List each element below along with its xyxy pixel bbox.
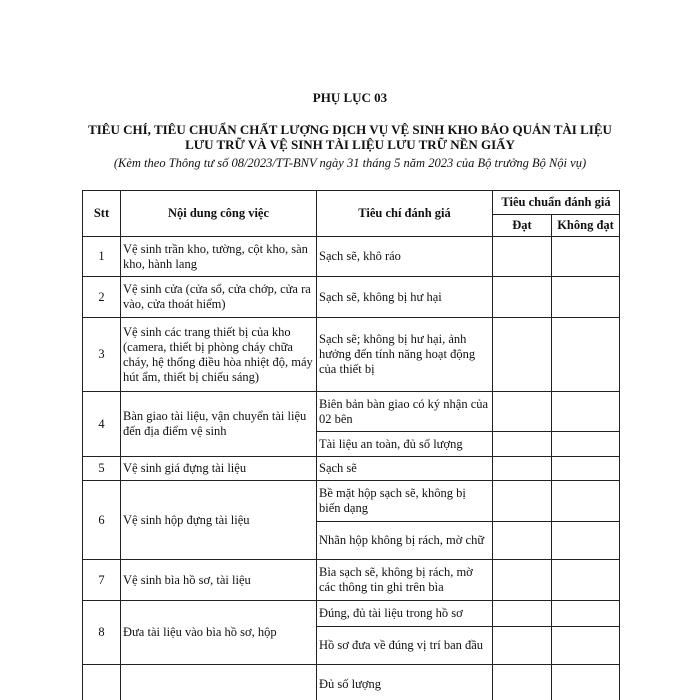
row-criterion: Sạch sẽ: [317, 457, 493, 481]
row-stt: 1: [83, 237, 121, 277]
row-criterion: Bìa sạch sẽ, không bị rách, mờ các thông tin ghi trên bìa: [317, 560, 493, 601]
fail-cell[interactable]: [552, 665, 620, 700]
row-task: Vệ sinh bìa hồ sơ, tài liệu: [121, 560, 317, 601]
pass-cell[interactable]: [493, 522, 552, 560]
row-stt: 8: [83, 601, 121, 665]
header-criteria: Tiêu chí đánh giá: [317, 191, 493, 237]
row-stt: [83, 665, 121, 700]
appendix-label: PHỤ LỤC 03: [312, 90, 388, 105]
row-task: [121, 665, 317, 700]
title-line-1: TIÊU CHÍ, TIÊU CHUẨN CHẤT LƯỢNG DỊCH VỤ VỆ SINH KHO BẢO QUẢN TÀI LIỆU: [88, 122, 612, 137]
pass-cell[interactable]: [493, 432, 552, 457]
header-pass: Đạt: [493, 215, 552, 237]
header-fail: Không đạt: [552, 215, 620, 237]
header-standard: Tiêu chuẩn đánh giá: [493, 191, 620, 215]
row-stt: 3: [83, 318, 121, 392]
criteria-table: [82, 190, 620, 700]
table-row: [83, 277, 620, 318]
row-stt: 6: [83, 481, 121, 560]
table-row: [83, 481, 620, 522]
row-criterion: Sạch sẽ; không bị hư hại, ảnh hưởng đến tính năng hoạt động của thiết bị: [317, 318, 493, 392]
table-row: [83, 457, 620, 481]
row-task: Vệ sinh hộp đựng tài liệu: [121, 481, 317, 560]
pass-cell[interactable]: [493, 237, 552, 277]
row-criterion: Đủ số lượng: [317, 665, 493, 700]
fail-cell[interactable]: [552, 481, 620, 522]
pass-cell[interactable]: [493, 481, 552, 522]
fail-cell[interactable]: [552, 601, 620, 627]
row-stt: 4: [83, 392, 121, 457]
row-stt: 5: [83, 457, 121, 481]
fail-cell[interactable]: [552, 277, 620, 318]
row-stt: 7: [83, 560, 121, 601]
row-criterion: Sạch sẽ, khô ráo: [317, 237, 493, 277]
document-subtitle: (Kèm theo Thông tư số 08/2023/TT-BNV ngày 31 tháng 5 năm 2023 của Bộ trưởng Bộ Nội vụ): [113, 156, 587, 170]
fail-cell[interactable]: [552, 627, 620, 665]
row-task: Bàn giao tài liệu, vận chuyển tài liệu đến địa điểm vệ sinh: [121, 392, 317, 457]
pass-cell[interactable]: [493, 392, 552, 432]
row-criterion: Nhãn hộp không bị rách, mờ chữ: [317, 522, 493, 560]
header-task: Nội dung công việc: [121, 191, 317, 237]
pass-cell[interactable]: [493, 277, 552, 318]
row-criterion: Sạch sẽ, không bị hư hại: [317, 277, 493, 318]
row-task: Vệ sinh giá đựng tài liệu: [121, 457, 317, 481]
row-task: Đưa tài liệu vào bìa hồ sơ, hộp: [121, 601, 317, 665]
fail-cell[interactable]: [552, 522, 620, 560]
row-criterion: Hồ sơ đưa về đúng vị trí ban đầu: [317, 627, 493, 665]
table-body: [83, 237, 620, 700]
fail-cell[interactable]: [552, 432, 620, 457]
fail-cell[interactable]: [552, 237, 620, 277]
pass-cell[interactable]: [493, 318, 552, 392]
row-criterion: Tài liệu an toàn, đủ số lượng: [317, 432, 493, 457]
table-row: [83, 560, 620, 601]
row-criterion: Đúng, đủ tài liệu trong hồ sơ: [317, 601, 493, 627]
pass-cell[interactable]: [493, 665, 552, 700]
title-line-2: LƯU TRỮ VÀ VỆ SINH TÀI LIỆU LƯU TRỮ NỀN GIẤY: [185, 137, 515, 152]
document-title: [60, 122, 640, 152]
header-stt: Stt: [83, 191, 121, 237]
row-criterion: Bề mặt hộp sạch sẽ, không bị biến dạng: [317, 481, 493, 522]
table-row: [83, 237, 620, 277]
pass-cell[interactable]: [493, 601, 552, 627]
row-stt: 2: [83, 277, 121, 318]
fail-cell[interactable]: [552, 457, 620, 481]
row-task: Vệ sinh cửa (cửa sổ, cửa chớp, cửa ra vào, cửa thoát hiểm): [121, 277, 317, 318]
table-row: [83, 601, 620, 627]
row-task: Vệ sinh trần kho, tường, cột kho, sàn kho, hành lang: [121, 237, 317, 277]
table-row: [83, 318, 620, 392]
fail-cell[interactable]: [552, 560, 620, 601]
row-criterion: Biên bản bàn giao có ký nhận của 02 bên: [317, 392, 493, 432]
pass-cell[interactable]: [493, 560, 552, 601]
row-task: Vệ sinh các trang thiết bị của kho (camera, thiết bị phòng cháy chữa cháy, hệ thống điều hòa nhiệt độ, máy hút ẩm, thiết bị chiếu sáng): [121, 318, 317, 392]
pass-cell[interactable]: [493, 627, 552, 665]
pass-cell[interactable]: [493, 457, 552, 481]
fail-cell[interactable]: [552, 392, 620, 432]
table-row: [83, 665, 620, 700]
table-row: [83, 392, 620, 432]
fail-cell[interactable]: [552, 318, 620, 392]
